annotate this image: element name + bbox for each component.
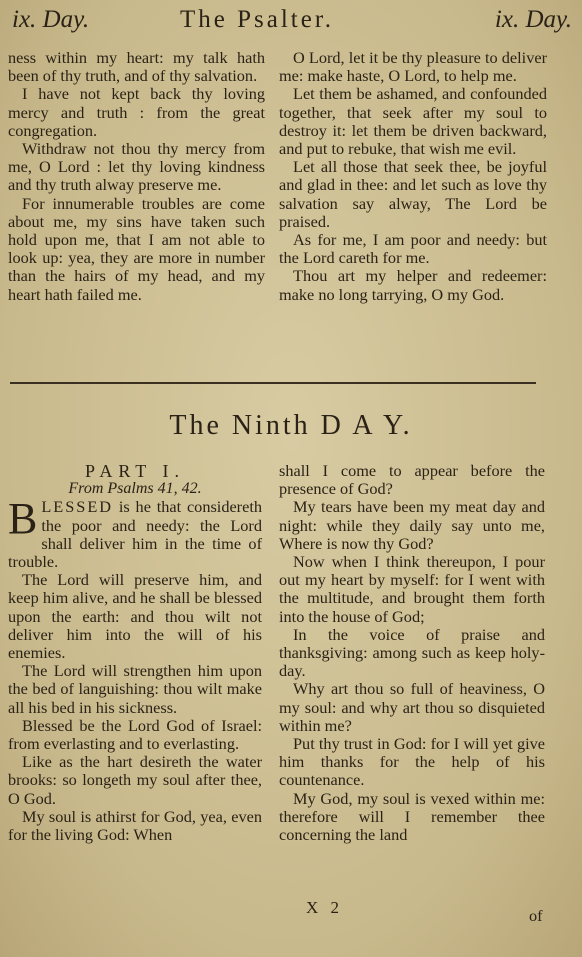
catchword: of xyxy=(529,906,543,925)
verse: Let all those that seek thee, be joyful and glad in thee: and let such as love thy salvation say alway, The Lord be praised. xyxy=(279,157,547,231)
verse: O Lord, let it be thy pleasure to deliver me: make haste, O Lord, to help me. xyxy=(279,48,547,86)
verse: Thou art my helper and redeemer: make no long tarrying, O my God. xyxy=(279,266,547,304)
verse-first xyxy=(8,494,262,572)
verse: I have not kept back thy loving mercy and truth : from the great congregation. xyxy=(8,84,265,140)
top-right-column xyxy=(279,49,547,304)
part-heading: PART I. xyxy=(85,461,185,481)
verse: My God, my soul is vexed within me: therefore will I remember thee concerning the land xyxy=(279,788,545,845)
header-day-right: ix. Day. xyxy=(494,6,572,33)
verse: Let them be ashamed, and confounded together, that seek after my soul to destroy it: let them be driven backward, and put to rebuke, that wish me evil. xyxy=(279,84,547,159)
day-title: The Ninth D A Y. xyxy=(169,410,413,441)
section-divider xyxy=(10,382,536,384)
verse: My tears have been my meat day and night: while they daily say unto me, Where is now thy God? xyxy=(279,497,545,553)
verse: ness within my heart: my talk hath been of thy truth, and of thy salvation. xyxy=(8,48,265,86)
verse: For innumerable troubles are come about me, my sins have taken such hold upon me, that I am not able to look up: yea, they are more in number than the hairs of my head, and my heart hath failed me. xyxy=(8,193,265,304)
running-header xyxy=(8,4,574,38)
top-left-column xyxy=(8,49,265,304)
header-title: The Psalter. xyxy=(180,6,335,33)
verse: As for me, I am poor and needy: but the Lord careth for me. xyxy=(279,230,547,268)
verse-continued: shall I come to appear before the presence of God? xyxy=(279,461,545,499)
verse: The Lord will preserve him, and keep him alive, and he shall be blessed upon the earth: and thou wilt not deliver him into the will of his enemies. xyxy=(8,570,262,663)
verse: My soul is athirst for God, yea, even for the living God: When xyxy=(8,806,262,845)
verse-first-text: is he that considereth the poor and needy: the Lord shall deliver him in the time of trouble. xyxy=(8,497,262,572)
bottom-right-column xyxy=(279,462,545,844)
verse: Withdraw not thou thy mercy from me, O Lord : let thy loving kindness and thy truth alway preserve me. xyxy=(8,139,265,195)
verse: Now when I think thereupon, I pour out my heart by myself: for I went with the multitude, and brought them forth into the house of God; xyxy=(279,552,545,626)
verse: Like as the hart desireth the water brooks: so longeth my soul after thee, O God. xyxy=(8,752,262,808)
verse: In the voice of praise and thanksgiving: among such as keep holy-day. xyxy=(279,624,545,681)
bottom-left-column xyxy=(8,462,262,844)
verse: Why art thou so full of heaviness, O my soul: and why art thou so disquieted within me? xyxy=(279,679,545,735)
verse: Blessed be the Lord God of Israel: from everlasting and to everlasting. xyxy=(8,715,262,754)
verse: The Lord will strengthen him upon the bed of languishing: thou wilt make all his bed in his sickness. xyxy=(8,661,262,717)
header-day-left: ix. Day. xyxy=(12,6,90,33)
signature-mark: X 2 xyxy=(306,898,344,917)
verse: Put thy trust in God: for I will yet give him thanks for the help of his countenance. xyxy=(279,734,545,790)
opening-word: LESSED xyxy=(41,497,114,517)
drop-cap: B xyxy=(8,494,38,544)
psalm-reference: From Psalms 41, 42. xyxy=(68,480,202,498)
